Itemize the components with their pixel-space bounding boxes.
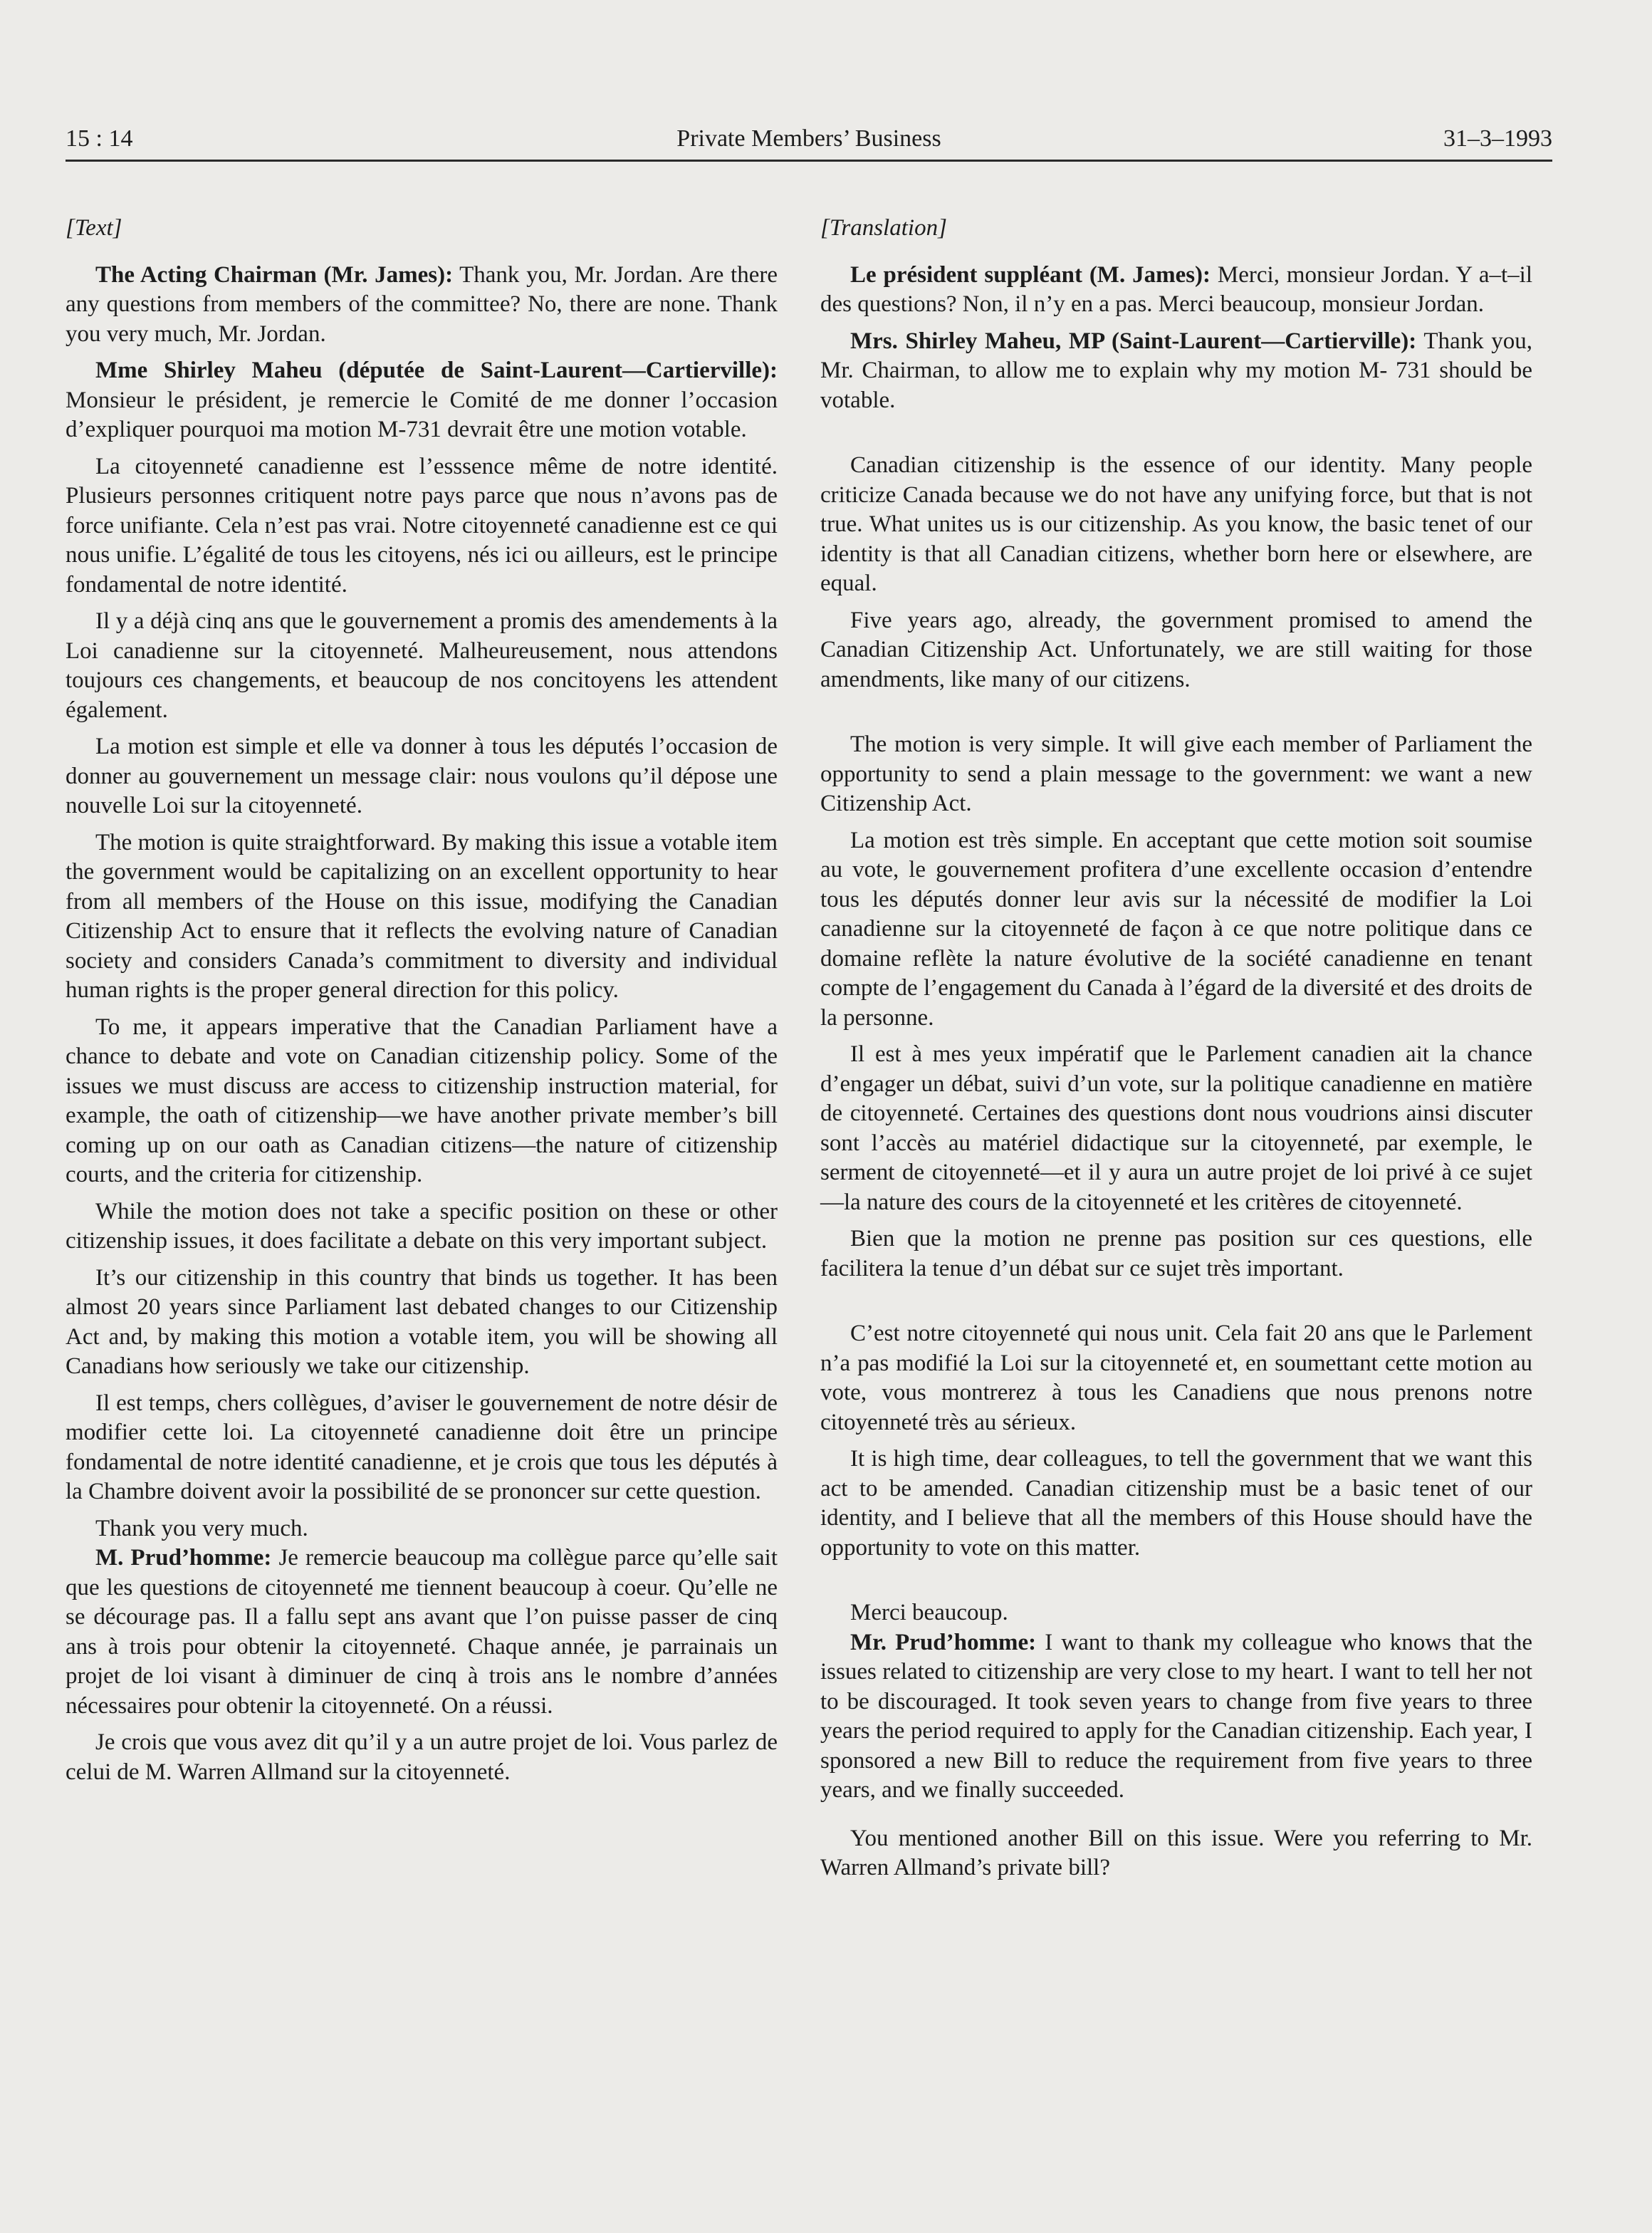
paragraph: La motion est simple et elle va donner à tous les députés l’occasion de donner au gouvernement un message clair: nous voulons qu’il dépose une nouvelle Loi sur la citoyenneté. bbox=[66, 734, 778, 818]
speech-text: Merci, monsieur Jordan. Y a–t–il des questions? Non, il n’y en a pas. Merci beaucoup, monsieur Jordan. bbox=[820, 261, 1533, 317]
speaker-name: Le président suppléant (M. James): bbox=[850, 261, 1211, 288]
paragraph: You mentioned another Bill on this issue. Were you referring to Mr. Warren Allmand’s private bill? bbox=[820, 1825, 1532, 1880]
paragraph: Thank you very much. bbox=[95, 1515, 308, 1541]
paragraph: Il est temps, chers collègues, d’aviser le gouvernement de notre désir de modifier cette loi. La citoyenneté canadienne doit être un principe fondamental de notre identité canadienne, et je crois que tous les députés à la Chambre doivent avoir la possibilité de se prononcer sur cette question. bbox=[66, 1390, 778, 1504]
speaker-name: Mme Shirley Maheu (députée de Saint-Laurent—Cartierville): bbox=[95, 358, 778, 383]
page-header bbox=[66, 125, 1552, 161]
speaker-name: The Acting Chairman (Mr. James): bbox=[95, 261, 454, 288]
paragraph bbox=[820, 261, 1532, 320]
paragraph: Il est à mes yeux impératif que le Parlement canadien ait la chance d’engager un débat, suivi d’un vote, sur la politique canadienne en matière de citoyenneté. Certaines des questions dont nous voudrions ainsi discuter sont l’accès au matériel didactique sur la citoyenneté, par exemple, le serment de citoyenneté—et il y aura un autre projet de loi privé à ce sujet—la nature des cours de la citoyenneté et les critères de citoyenneté. bbox=[820, 1041, 1532, 1215]
page-number: 15 : 14 bbox=[66, 125, 133, 152]
speech-text: Thank you, Mr. Chairman, to allow me to explain why my motion M- 731 should be votable. bbox=[820, 328, 1532, 413]
paragraph: The motion is quite straightforward. By making this issue a votable item the government would be capitalizing on an excellent opportunity to hear from all members of the House on this issue, modifying the Canadian Citizenship Act to ensure that it reflects the evolving nature of Canadian society and considers Canada’s commitment to diversity and individual human rights is the proper general direction for this policy. bbox=[66, 829, 778, 1003]
paragraph: Merci beaucoup. bbox=[850, 1600, 1008, 1625]
paragraph: La citoyenneté canadienne est l’esssence même de notre identité. Plusieurs personnes critiquent notre pays parce que nous n’avons pas de force unifiante. Cela n’est pas vrai. Notre citoyenneté canadienne est ce qui nous unifie. L’égalité de tous les citoyens, nés ici ou ailleurs, est le principe fondamental de notre identité. bbox=[66, 453, 778, 598]
paragraph: Five years ago, already, the government promised to amend the Canadian Citizenship Act. Unfortunately, we are still waiting for those amendments, like many of our citizens. bbox=[820, 607, 1532, 692]
speaker-name: Mrs. Shirley Maheu, MP (Saint-Laurent—Cartierville): bbox=[850, 328, 1417, 354]
speaker-name: Mr. Prud’homme: bbox=[850, 1629, 1037, 1655]
paragraph: La motion est très simple. En acceptant que cette motion soit soumise au vote, le gouvernement profitera d’une excellente occasion d’entendre tous les députés donner leur avis sur la nécessité de modifier la Loi canadienne sur la citoyenneté de façon à ce que notre politique dans ce domaine reflète la nature évolutive de la société canadienne en tenant compte de l’engagement du Canada à l’égard de la diversité et des droits de la personne. bbox=[820, 827, 1532, 1031]
paragraph: To me, it appears imperative that the Canadian Parliament have a chance to debate and vote on Canadian citizenship policy. Some of the issues we must discuss are access to citizenship instruction material, for example, the oath of citizenship—we have another private member’s bill coming up on our oath as Canadian citizens—the nature of citizenship courts, and the criteria for citizenship. bbox=[66, 1014, 778, 1187]
running-title: Private Members’ Business bbox=[676, 125, 941, 152]
paragraph bbox=[820, 327, 1532, 416]
paragraph: C’est notre citoyenneté qui nous unit. Cela fait 20 ans que le Parlement n’a pas modifié la Loi sur la citoyenneté et, en soumettant cette motion au vote, vous montrerez à tous les Canadiens que nous prenons notre citoyenneté très au sérieux. bbox=[820, 1321, 1532, 1435]
right-column bbox=[820, 214, 1532, 1883]
column-label: [Translation] bbox=[820, 215, 947, 241]
speech-text: Monsieur le président, je remercie le Comité de me donner l’occasion d’expliquer pourquoi ma motion M-731 devrait être une motion votable. bbox=[66, 387, 778, 442]
speech-text: I want to thank my colleague who knows that the issues related to citizenship are very close to my heart. I want to tell her not to be discouraged. It took seven years to change from five years to three years the period required to apply for the Canadian citizenship. Each year, I sponsored a new Bill to reduce the requirement from five years to three years, and we finally succeeded. bbox=[820, 1629, 1532, 1803]
paragraph: While the motion does not take a specific position on these or other citizenship issues, it does facilitate a debate on this very important subject. bbox=[66, 1198, 778, 1254]
speech-text: Thank you, Mr. Jordan. Are there any questions from members of the committee? No, there are none. Thank you very much, Mr. Jordan. bbox=[66, 261, 778, 347]
paragraph bbox=[66, 261, 778, 350]
paragraph: Je crois que vous avez dit qu’il y a un autre projet de loi. Vous parlez de celui de M. Warren Allmand sur la citoyenneté. bbox=[66, 1729, 778, 1785]
speaker-name: M. Prud’homme: bbox=[95, 1545, 272, 1571]
speech-text: Je remercie beaucoup ma collègue parce qu’elle sait que les questions de citoyenneté me tiennent beaucoup à coeur. Qu’elle ne se décourage pas. Il a fallu sept ans avant que l’on puisse passer de cinq ans à trois pour obtenir la citoyenneté. Chaque année, je parrainais un projet de loi visant à diminuer de cinq à trois ans le nombre d’années nécessaires pour obtenir la citoyenneté. On a réussi. bbox=[66, 1545, 778, 1719]
paragraph: Canadian citizenship is the essence of our identity. Many people criticize Canada because we do not have any unifying force, but that is not true. What unites us is our citizenship. As you know, the basic tenet of our identity is that all Canadian citizens, whether born here or elsewhere, are equal. bbox=[820, 452, 1532, 596]
left-column bbox=[66, 214, 778, 1787]
paragraph: Il y a déjà cinq ans que le gouvernement a promis des amendements à la Loi canadienne sur la citoyenneté. Malheureusement, nous attendons toujours ces changements, et beaucoup de nos concitoyens les attendent également. bbox=[66, 608, 778, 723]
header-rule bbox=[66, 160, 1552, 162]
issue-date: 31–3–1993 bbox=[1443, 125, 1552, 152]
column-label: [Text] bbox=[66, 215, 122, 241]
paragraph bbox=[66, 1544, 778, 1721]
paragraph: The motion is very simple. It will give each member of Parliament the opportunity to send a plain message to the government: we want a new Citizenship Act. bbox=[820, 732, 1532, 816]
paragraph: It is high time, dear colleagues, to tell the government that we want this act to be amended. Canadian citizenship must be a basic tenet of our identity, and I believe that all the members of this House should have the opportunity to vote on this matter. bbox=[820, 1446, 1532, 1561]
paragraph: Bien que la motion ne prenne pas position sur ces questions, elle facilitera la tenue d’un débat sur ce sujet très important. bbox=[820, 1226, 1532, 1281]
paragraph bbox=[820, 1628, 1532, 1806]
paragraph bbox=[66, 356, 778, 445]
paragraph: It’s our citizenship in this country that binds us together. It has been almost 20 years since Parliament last debated changes to our Citizenship Act and, by making this motion a votable item, you will be showing all Canadians how seriously we take our citizenship. bbox=[66, 1264, 778, 1379]
